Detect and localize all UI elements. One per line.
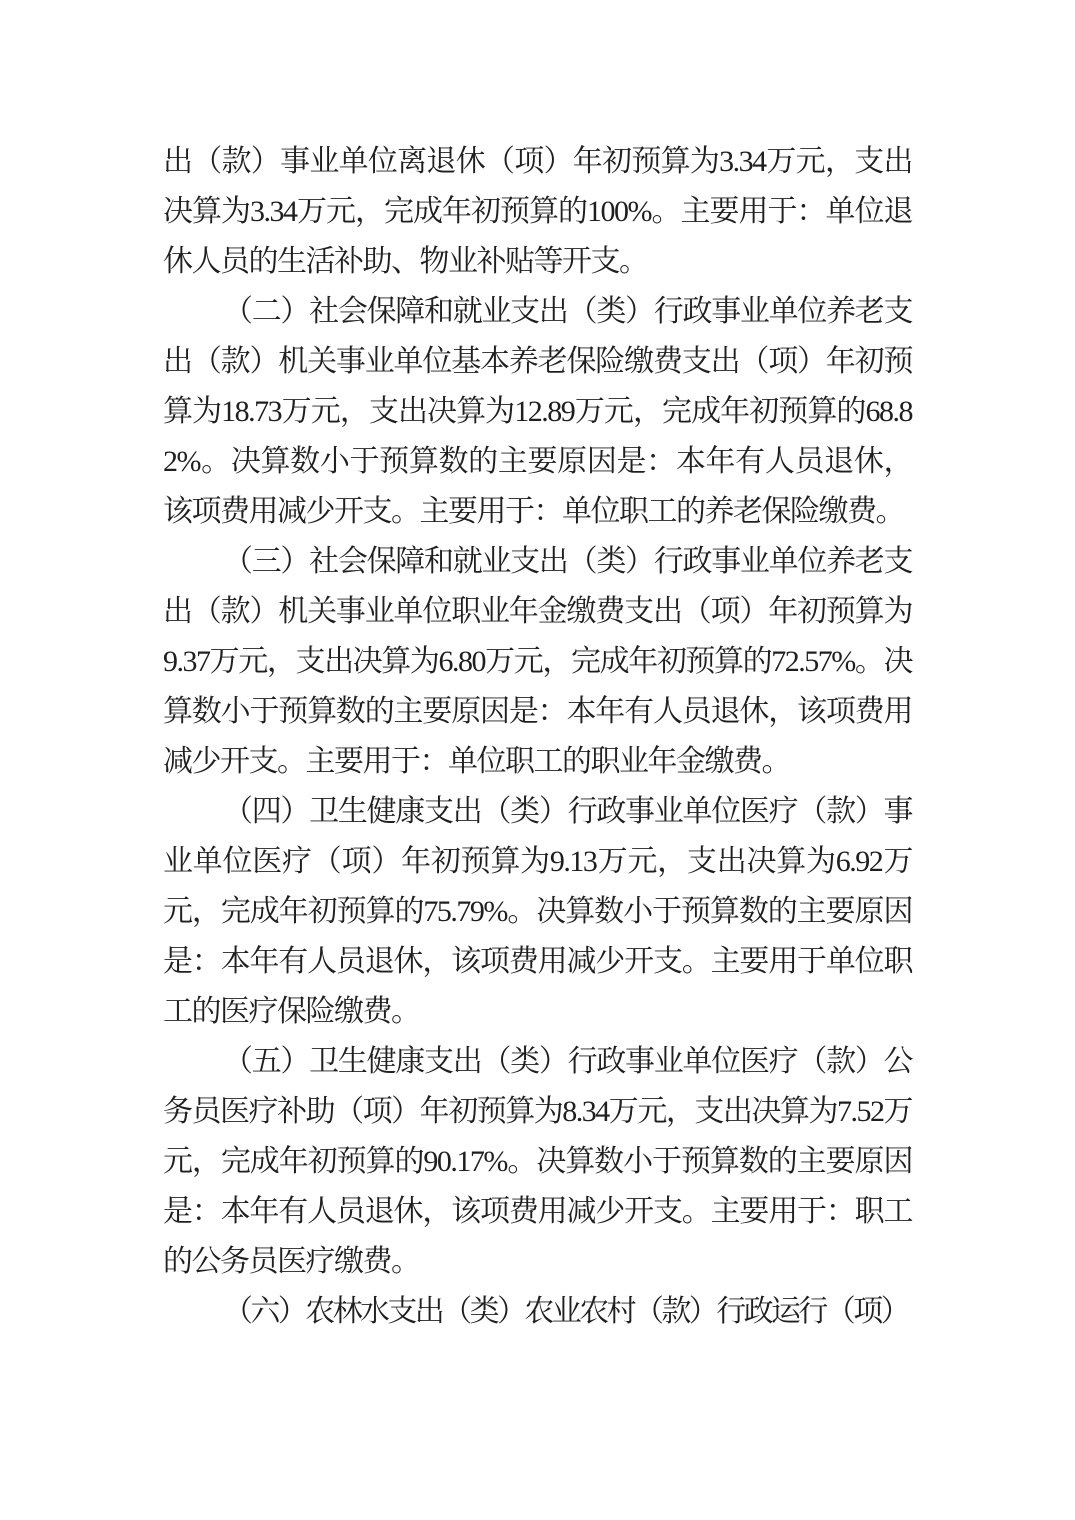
document-text-block — [163, 137, 912, 1337]
paragraph-expenditure-item-4: （四）卫生健康支出（类）行政事业单位医疗（款）事业单位医疗（项）年初预算为9.13万元，支出决算为6.92万元，完成年初预算的75.79%。决算数小于预算数的主要原因是：本年有人员退休，该项费用减少开支。主要用于单位职工的医疗保险缴费。 — [163, 795, 912, 1028]
paragraph-expenditure-item-1-continuation: 出（款）事业单位离退休（项）年初预算为3.34万元，支出决算为3.34万元，完成年初预算的100%。主要用于：单位退休人员的生活补助、物业补贴等开支。 — [163, 145, 912, 278]
paragraph-expenditure-item-6: （六）农林水支出（类）农业农村（款）行政运行（项） — [223, 1295, 908, 1328]
paragraph-expenditure-item-5: （五）卫生健康支出（类）行政事业单位医疗（款）公务员医疗补助（项）年初预算为8.34万元，支出决算为7.52万元，完成年初预算的90.17%。决算数小于预算数的主要原因是：本年有人员退休，该项费用减少开支。主要用于：职工的公务员医疗缴费。 — [163, 1045, 912, 1278]
paragraph-expenditure-item-3: （三）社会保障和就业支出（类）行政事业单位养老支出（款）机关事业单位职业年金缴费支出（项）年初预算为9.37万元，支出决算为6.80万元，完成年初预算的72.57%。决算数小于预算数的主要原因是：本年有人员退休，该项费用减少开支。主要用于：单位职工的职业年金缴费。 — [163, 545, 912, 778]
paragraph-expenditure-item-2: （二）社会保障和就业支出（类）行政事业单位养老支出（款）机关事业单位基本养老保险缴费支出（项）年初预算为18.73万元，支出决算为12.89万元，完成年初预算的68.82%。决算数小于预算数的主要原因是：本年有人员退休，该项费用减少开支。主要用于：单位职工的养老保险缴费。 — [163, 295, 912, 528]
